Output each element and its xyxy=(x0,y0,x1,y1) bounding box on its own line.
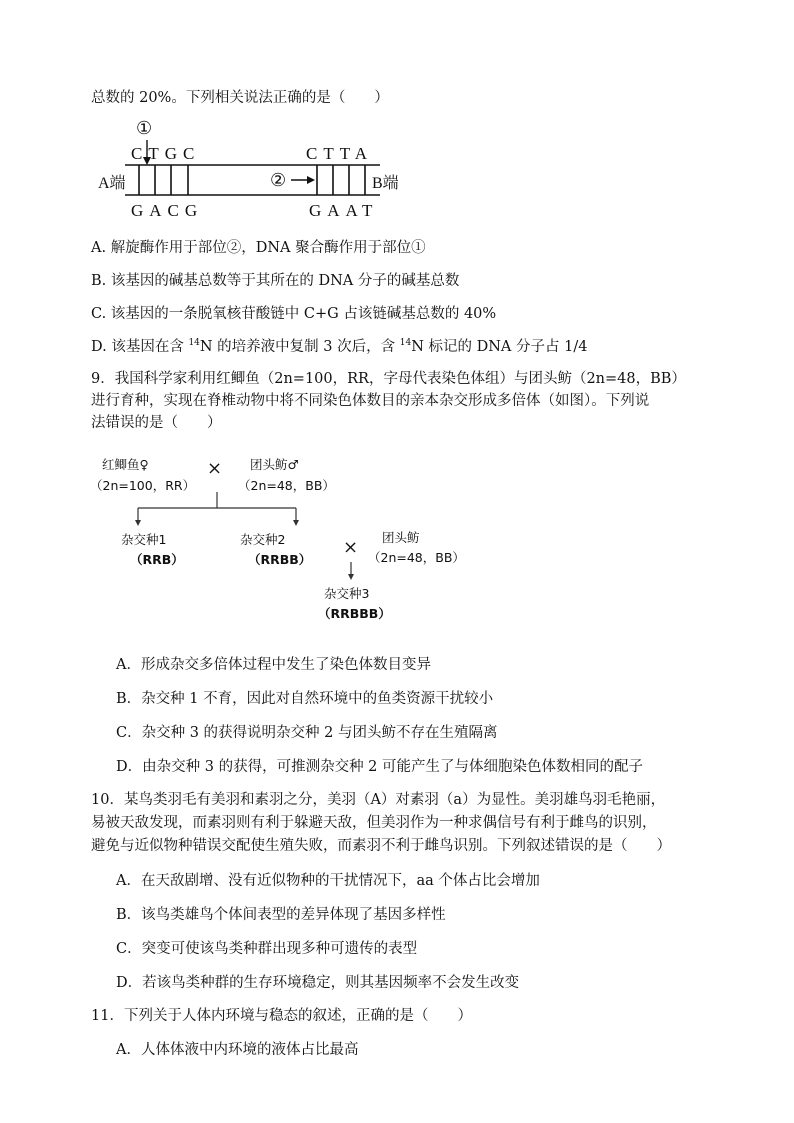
hybrid1-info: （RRB） xyxy=(130,552,184,567)
bottom-left-sequence: GACG xyxy=(131,201,204,220)
a-end-label: A端 xyxy=(98,175,126,192)
q9-option-d: D．由杂交种 3 的获得，可推测杂交种 2 可能产生了与体细胞染色体数相同的配子 xyxy=(116,759,644,775)
parent1-name: 红鲫鱼♀ xyxy=(102,457,149,472)
hybrid3-info: （RRBBB） xyxy=(318,606,391,621)
top-left-sequence: CTGC xyxy=(131,144,201,163)
q9-option-c: C．杂交种 3 的获得说明杂交种 2 与团头鲂不存在生殖隔离 xyxy=(116,725,498,741)
parent2-name: 团头鲂♂ xyxy=(250,457,299,472)
parent3-info: （2n=48，BB） xyxy=(368,550,465,565)
hybrid3-name: 杂交种3 xyxy=(324,586,370,601)
parent2-info: （2n=48，BB） xyxy=(238,478,335,493)
q9-stem-line-2: 进行育种，实现在脊椎动物中将不同染色体数目的亲本杂交形成多倍体（如图）。下列说 xyxy=(91,393,650,409)
q10-stem-line-3: 避免与近似物种错误交配使生殖失败，而素羽不利于雌鸟识别。下列叙述错误的是（ ） xyxy=(91,838,671,854)
top-right-sequence: CTTA xyxy=(306,144,374,163)
bottom-right-sequence: GAAT xyxy=(309,201,379,220)
q10-option-c: C．突变可使该鸟类种群出现多种可遗传的表型 xyxy=(116,941,418,957)
q8-option-d: D. 该基因在含 $^{14}$N 的培养液中复制 3 次后，含 $^{14}$N 标记的 DNA 分子占 1/4 xyxy=(91,338,588,355)
q10-option-d: D．若该鸟类种群的生存环境稳定，则其基因频率不会发生改变 xyxy=(116,975,520,991)
q10-stem-line-2: 易被天敌发现，而素羽则有利于躲避天敌，但美羽作为一种求偶信号有利于雌鸟的识别， xyxy=(91,815,657,831)
b-end-label: B端 xyxy=(372,175,399,192)
q9-stem-line-1: 9．我国科学家利用红鲫鱼（2n=100，RR，字母代表染色体组）与团头鲂（2n=48，BB） xyxy=(91,371,686,387)
q10-stem-line-1: 10．某鸟类羽毛有美羽和素羽之分，美羽（A）对素羽（a）为显性。美羽雄鸟羽毛艳丽， xyxy=(91,792,666,808)
hybrid2-name: 杂交种2 xyxy=(240,532,286,547)
hybrid1-name: 杂交种1 xyxy=(121,532,167,547)
q10-option-b: B．该鸟类雄鸟个体间表型的差异体现了基因多样性 xyxy=(116,907,446,923)
q9-option-b: B．杂交种 1 不育，因此对自然环境中的鱼类资源干扰较小 xyxy=(116,691,494,707)
q9-option-a: A．形成杂交多倍体过程中发生了染色体数目变异 xyxy=(116,657,431,673)
marker-1-label: ① xyxy=(136,118,153,139)
q8-option-b: B. 该基因的碱基总数等于其所在的 DNA 分子的碱基总数 xyxy=(91,273,460,289)
cross-symbol-2: × xyxy=(343,537,359,558)
marker-2-label: ② xyxy=(270,170,287,191)
q8-option-c: C. 该基因的一条脱氧核苷酸链中 C+G 占该链碱基总数的 40% xyxy=(91,306,497,322)
q8-option-a: A. 解旋酶作用于部位②，DNA 聚合酶作用于部位① xyxy=(91,240,426,256)
cross-symbol-1: × xyxy=(207,458,223,479)
q10-option-a: A．在天敌剧增、没有近似物种的干扰情况下，aa 个体占比会增加 xyxy=(116,873,540,889)
question-intro-line: 总数的 20%。下列相关说法正确的是（ ） xyxy=(91,90,389,106)
parent3-name: 团头鲂 xyxy=(382,530,420,545)
q11-option-a: A．人体体液中内环境的液体占比最高 xyxy=(116,1042,359,1058)
q9-stem-line-3: 法错误的是（ ） xyxy=(91,415,222,431)
hybrid2-info: （RRBB） xyxy=(248,552,312,567)
q11-stem: 11．下列关于人体内环境与稳态的叙述，正确的是（ ） xyxy=(91,1008,472,1024)
parent1-info: （2n=100，RR） xyxy=(90,478,196,493)
